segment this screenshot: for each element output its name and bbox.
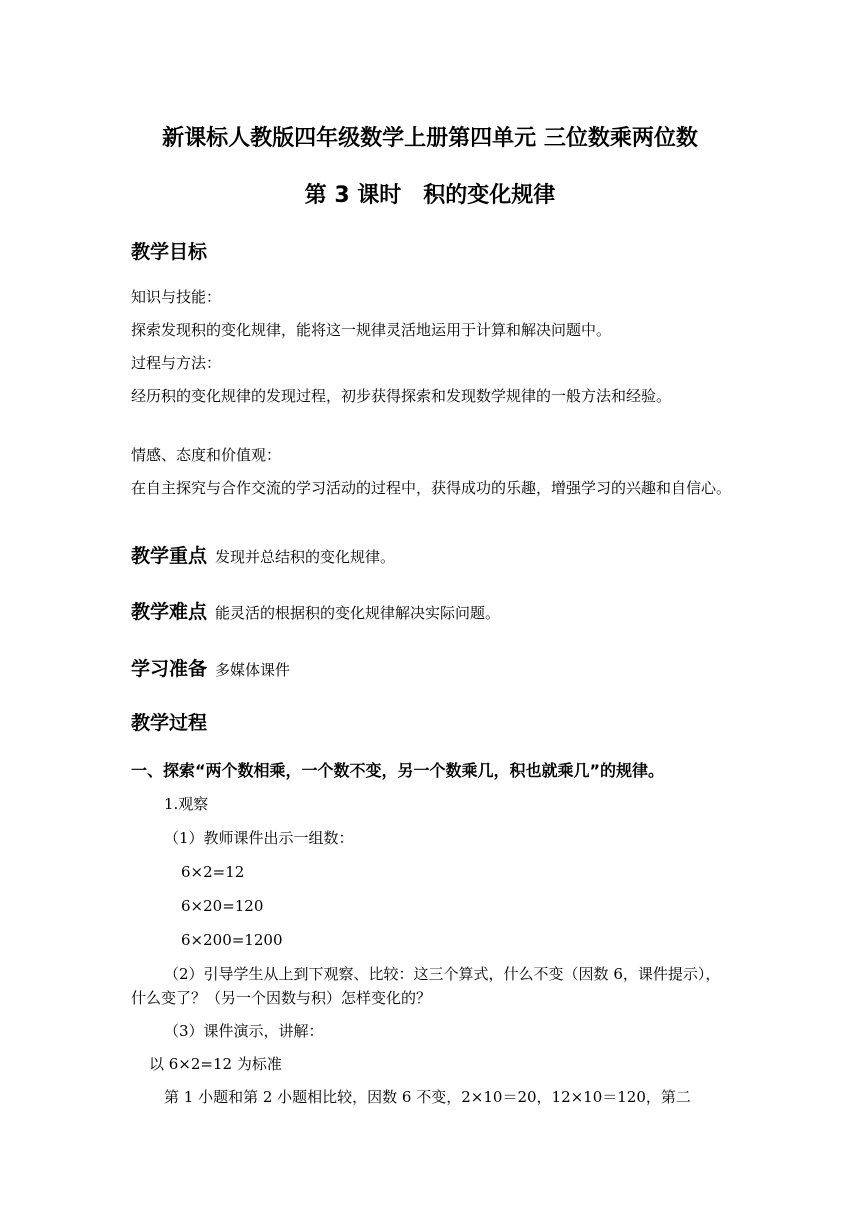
difficulty-label: 教学难点 bbox=[131, 601, 208, 623]
process-heading: 教学过程 bbox=[131, 712, 208, 734]
knowledge-text: 探索发现积的变化规律，能将这一规律灵活地运用于计算和解决问题中。 bbox=[131, 321, 612, 339]
objectives-heading: 教学目标 bbox=[131, 241, 208, 263]
process-text: 经历积的变化规律的发现过程，初步获得探索和发现数学规律的一般方法和经验。 bbox=[131, 387, 672, 405]
preparation-heading bbox=[131, 656, 290, 683]
key-point-text: 发现并总结积的变化规律。 bbox=[215, 548, 396, 566]
lesson-title: 第 3 课时 积的变化规律 bbox=[304, 183, 556, 208]
document-title: 新课标人教版四年级数学上册第四单元 三位数乘两位数 bbox=[162, 126, 698, 151]
process-label: 过程与方法： bbox=[131, 354, 222, 372]
attitude-text: 在自主探究与合作交流的学习活动的过程中，获得成功的乐趣，增强学习的兴趣和自信心。 bbox=[131, 479, 732, 497]
equation-2: 6×20=120 bbox=[181, 897, 264, 915]
section-1-title: 一、探索“两个数相乘，一个数不变，另一个数乘几，积也就乘几”的规律。 bbox=[131, 761, 665, 780]
preparation-text: 多媒体课件 bbox=[215, 661, 291, 679]
preparation-label: 学习准备 bbox=[131, 658, 208, 680]
item-3: （3）课件演示，讲解： bbox=[164, 1022, 324, 1040]
item-1: （1）教师课件出示一组数： bbox=[164, 829, 354, 847]
standard-line: 以 6×2=12 为标准 bbox=[149, 1055, 282, 1073]
knowledge-label: 知识与技能： bbox=[131, 288, 222, 306]
equation-1: 6×2=12 bbox=[181, 863, 245, 881]
key-point-label: 教学重点 bbox=[131, 545, 208, 567]
difficulty-heading bbox=[131, 599, 500, 626]
comparison-line: 第 1 小题和第 2 小题相比较，因数 6 不变，2×10＝20，12×10＝120，第二 bbox=[164, 1088, 691, 1106]
difficulty-text: 能灵活的根据积的变化规律解决实际问题。 bbox=[215, 604, 501, 622]
attitude-label: 情感、态度和价值观： bbox=[131, 446, 282, 464]
item-2: （2）引导学生从上到下观察、比较：这三个算式，什么不变（因数 6，课件提示），什么变了？（另一个因数与积）怎样变化的？ bbox=[131, 965, 721, 1007]
key-point-heading bbox=[131, 543, 395, 570]
step-observe: 1.观察 bbox=[164, 795, 209, 813]
equation-3: 6×200=1200 bbox=[181, 931, 283, 949]
